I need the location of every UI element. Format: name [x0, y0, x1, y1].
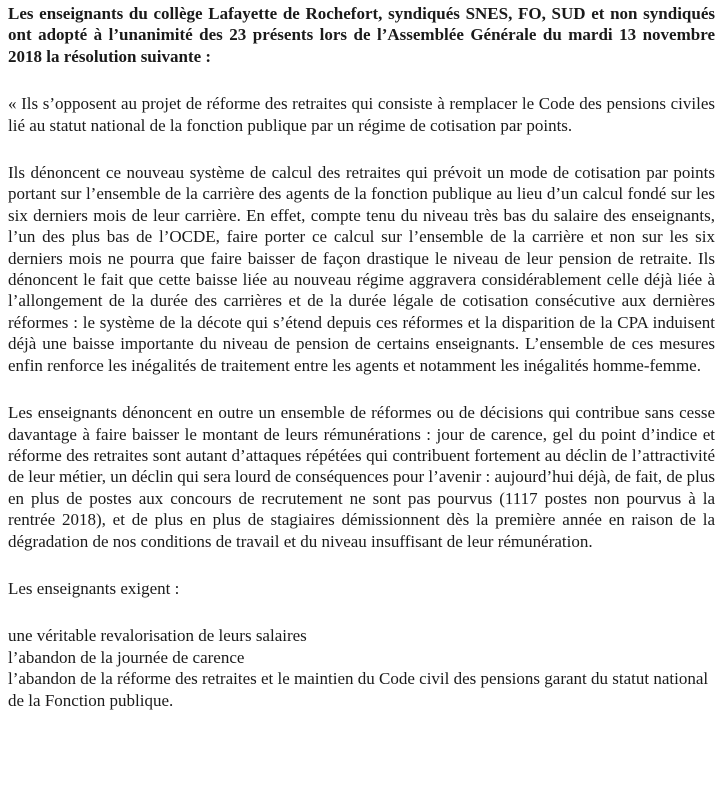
demand-line-salaires: une véritable revalorisation de leurs salaires [8, 626, 307, 646]
paragraph-denonciation-remunerations: Les enseignants dénoncent en outre un ensemble de réformes ou de décisions qui contribue sans cesse davantage à faire baisser le montant de leurs rémunérations : jour de carence, gel du point d’indice et réforme des retraites sont autant d’attaques répétées qui contribuent fortement au déclin de l’attractivité de leur métier, un déclin qui sera lourd de conséquences pour l’avenir : aujourd’hui déjà, de fait, de plus en plus de postes aux concours de recrutement ne sont pas pourvus (1117 postes non pourvus à la rentrée 2018), et de plus en plus de stagiaires démissionnent dès la première année en raison de la dégradation de nos conditions de travail et du niveau insuffisant de leur rémunération. [8, 403, 715, 551]
document-title: Les enseignants du collège Lafayette de Rochefort, syndiqués SNES, FO, SUD et non syndiqués ont adopté à l’unanimité des 23 présents lors de l’Assemblée Générale du mardi 13 novembre 2018 la résolution suivante : [8, 4, 715, 66]
paragraph-opposition: « Ils s’opposent au projet de réforme des retraites qui consiste à remplacer le Code des pensions civiles lié au statut national de la fonction publique par un régime de cotisation par points. [8, 94, 715, 135]
paragraph-exigences-intro: Les enseignants exigent : [8, 578, 180, 598]
demand-line-carence: l’abandon de la journée de carence [8, 647, 245, 667]
demand-line-retraites: l’abandon de la réforme des retraites et le maintien du Code civil des pensions garant du statut national de la Fonction publique. [8, 669, 709, 710]
paragraph-denonciation-retraites: Ils dénoncent ce nouveau système de calcul des retraites qui prévoit un mode de cotisation par points portant sur l’ensemble de la carrière des agents de la fonction publique au lieu d’un calcul fondé sur les six derniers mois de leur carrière. En effet, compte tenu du niveau très bas du salaire des enseignants, l’un des plus bas de l’OCDE, faire porter ce calcul sur l’ensemble de la carrière et non sur les six derniers mois ne pourra que faire baisser de façon drastique le niveau de leur pension de retraite. Ils dénoncent le fait que cette baisse liée au nouveau régime aggravera considérablement celle déjà liée à l’allongement de la durée des carrières et de la durée légale de cotisation consécutive aux dernières réformes : le système de la décote qui s’étend depuis ces réformes et la disparition de la CPA induisent déjà une baisse importante du niveau de pension de certains enseignants. L’ensemble de ces mesures enfin renforce les inégalités de traitement entre les agents et notamment les inégalités homme-femme. [8, 163, 715, 375]
